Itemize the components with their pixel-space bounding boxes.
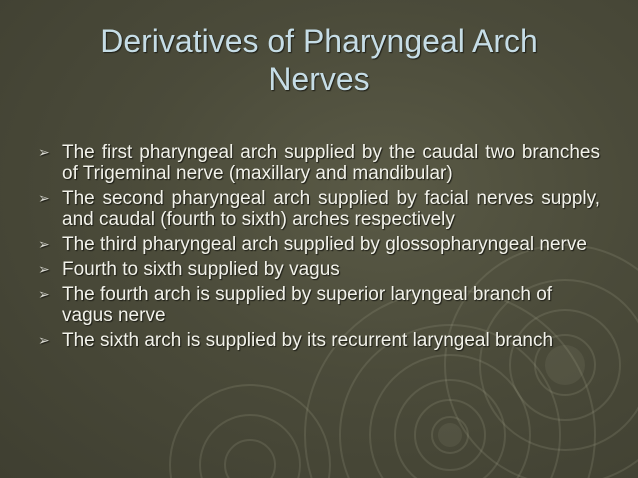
bullet-item	[38, 330, 600, 351]
slide-title	[0, 22, 638, 98]
bullet-item	[38, 234, 600, 255]
title-line-1: Derivatives of Pharyngeal Arch	[100, 23, 538, 59]
bullet-item	[38, 259, 600, 280]
title-line-2: Nerves	[268, 61, 370, 97]
arrow-bullet-icon: ➢	[38, 144, 50, 160]
arrow-bullet-icon: ➢	[38, 332, 50, 348]
bullet-list	[38, 142, 600, 355]
bullet-item	[38, 188, 600, 230]
arrow-bullet-icon: ➢	[38, 190, 50, 206]
arrow-bullet-icon: ➢	[38, 261, 50, 277]
arrow-bullet-icon: ➢	[38, 286, 50, 302]
bullet-text: Fourth to sixth supplied by vagus	[62, 259, 340, 280]
bullet-text: The third pharyngeal arch supplied by glossopharyngeal nerve	[62, 234, 587, 255]
bullet-text: The fourth arch is supplied by superior laryngeal branch of vagus nerve	[62, 284, 553, 326]
bullet-item	[38, 284, 600, 326]
arrow-bullet-icon: ➢	[38, 236, 50, 252]
bullet-text: The first pharyngeal arch supplied by the caudal two branches of Trigeminal nerve (maxillary and mandibular)	[62, 142, 600, 184]
bullet-text: The sixth arch is supplied by its recurrent laryngeal branch	[62, 330, 554, 351]
bullet-text: The second pharyngeal arch supplied by facial nerves supply, and caudal (fourth to sixth) arches respectively	[62, 188, 600, 230]
bullet-item	[38, 142, 600, 184]
